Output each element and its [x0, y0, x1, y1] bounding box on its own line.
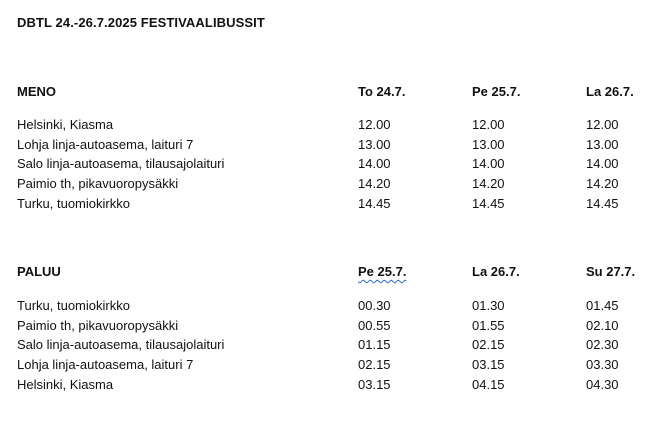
meno-column-1: To 24.7.	[358, 84, 406, 99]
table-row	[0, 174, 670, 194]
departure-time: 12.00	[586, 117, 619, 132]
stop-name: Helsinki, Kiasma	[17, 377, 114, 392]
departure-time: 03.30	[586, 357, 619, 372]
meno-column-2: Pe 25.7.	[472, 84, 521, 99]
departure-time: 02.15	[472, 337, 505, 352]
departure-time: 01.30	[472, 298, 505, 313]
table-row	[0, 154, 670, 174]
paluu-heading: PALUU	[17, 264, 61, 279]
departure-time: 13.00	[586, 137, 619, 152]
departure-time: 01.55	[472, 318, 505, 333]
departure-time: 03.15	[472, 357, 505, 372]
paluu-header-row	[0, 262, 670, 282]
departure-time: 01.15	[358, 337, 391, 352]
departure-time: 02.10	[586, 318, 619, 333]
meno-header-row	[0, 82, 670, 102]
departure-time: 14.00	[472, 156, 505, 171]
paluu-column-2: La 26.7.	[472, 264, 520, 279]
departure-time: 02.15	[358, 357, 391, 372]
departure-time: 13.00	[358, 137, 391, 152]
stop-name: Turku, tuomiokirkko	[17, 196, 130, 211]
departure-time: 13.00	[472, 137, 505, 152]
stop-name: Salo linja-autoasema, tilausajolaituri	[17, 337, 225, 352]
table-row	[0, 194, 670, 214]
meno-heading: MENO	[17, 84, 56, 99]
stop-name: Paimio th, pikavuoropysäkki	[17, 176, 179, 191]
departure-time: 14.45	[586, 196, 619, 211]
departure-time: 14.45	[358, 196, 391, 211]
table-row	[0, 375, 670, 395]
paluu-column-3: Su 27.7.	[586, 264, 636, 279]
departure-time: 14.20	[358, 176, 391, 191]
departure-time: 14.00	[358, 156, 391, 171]
departure-time: 14.20	[586, 176, 619, 191]
departure-time: 04.15	[472, 377, 505, 392]
meno-column-3: La 26.7.	[586, 84, 634, 99]
stop-name: Lohja linja-autoasema, laituri 7	[17, 137, 194, 152]
table-row	[0, 115, 670, 135]
table-row	[0, 316, 670, 336]
departure-time: 04.30	[586, 377, 619, 392]
departure-time: 01.45	[586, 298, 619, 313]
departure-time: 00.55	[358, 318, 391, 333]
page-title: DBTL 24.-26.7.2025 FESTIVAALIBUSSIT	[17, 15, 265, 30]
stop-name: Lohja linja-autoasema, laituri 7	[17, 357, 194, 372]
departure-time: 12.00	[472, 117, 505, 132]
table-row	[0, 335, 670, 355]
departure-time: 00.30	[358, 298, 391, 313]
stop-name: Turku, tuomiokirkko	[17, 298, 130, 313]
table-row	[0, 355, 670, 375]
departure-time: 14.45	[472, 196, 505, 211]
departure-time: 14.20	[472, 176, 505, 191]
departure-time: 03.15	[358, 377, 391, 392]
departure-time: 14.00	[586, 156, 619, 171]
stop-name: Paimio th, pikavuoropysäkki	[17, 318, 179, 333]
stop-name: Salo linja-autoasema, tilausajolaituri	[17, 156, 225, 171]
table-row	[0, 296, 670, 316]
table-row	[0, 135, 670, 155]
stop-name: Helsinki, Kiasma	[17, 117, 114, 132]
departure-time: 12.00	[358, 117, 391, 132]
departure-time: 02.30	[586, 337, 619, 352]
paluu-column-1: Pe 25.7.	[358, 264, 407, 279]
